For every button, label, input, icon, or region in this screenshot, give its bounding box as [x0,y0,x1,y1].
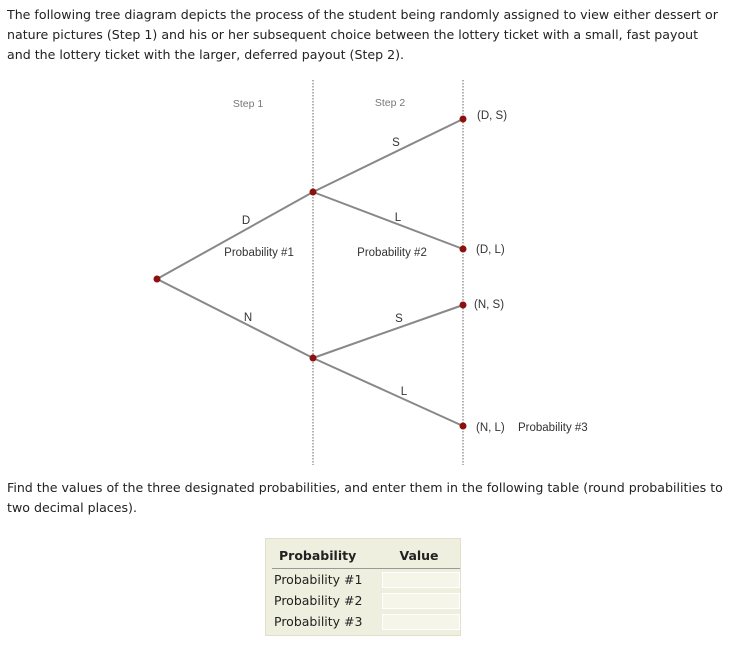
branch-d-s [313,119,463,192]
probability-2-label: Probability #2 [357,247,427,259]
branch-d-label: D [241,215,251,227]
row-label: Probability #2 [274,593,363,608]
node-n [310,355,317,362]
outcome-ns-label: (N, S) [474,299,505,311]
leaf-node-ds [460,116,467,123]
probability-3-value-input[interactable] [382,614,460,630]
probability-2-value-input[interactable] [382,593,460,609]
outcome-nl-label: (N, L) [476,422,505,434]
leaf-node-nl [460,423,467,430]
table-row [272,590,460,611]
branch-d-l [313,192,463,249]
header-value: Value [378,545,460,569]
branch-d-s-label: S [392,137,400,149]
node-d [310,189,317,196]
leaf-node-ns [460,302,467,309]
branch-n-label: N [243,312,253,324]
branch-root-n [157,279,313,358]
instructions-paragraph: Find the values of the three designated probabilities, and enter them in the following table (round probabilities to two decimal places). [7,480,723,515]
row-label: Probability #1 [274,572,363,587]
probability-table [265,538,461,636]
outcome-ds-label: (D, S) [477,110,508,122]
branch-n-l [313,358,463,426]
row-label: Probability #3 [274,614,363,629]
leaf-node-dl [460,246,467,253]
probability-3-label: Probability #3 [518,422,588,434]
step2-label: Step 2 [374,97,406,109]
probability-1-value-input[interactable] [382,572,460,588]
probability-1-label: Probability #1 [224,247,294,259]
outcome-dl-label: (D, L) [476,244,505,256]
intro-paragraph: The following tree diagram depicts the process of the student being randomly assigned to view either dessert or nature pictures (Step 1) and his or her subsequent choice between the lottery ticket with a small, fast payout and the lottery ticket with the larger, deferred payout (Step 2). [7,7,718,62]
branch-n-s [313,305,463,358]
branch-n-s-label: S [395,313,403,325]
branch-n-l-label: L [400,386,408,398]
branch-d-l-label: L [394,212,402,224]
branch-root-d [157,192,313,279]
step1-label: Step 1 [232,98,264,110]
header-probability: Probability [272,545,378,569]
table-row [272,611,460,632]
root-node [154,276,161,283]
table-row [272,569,460,591]
